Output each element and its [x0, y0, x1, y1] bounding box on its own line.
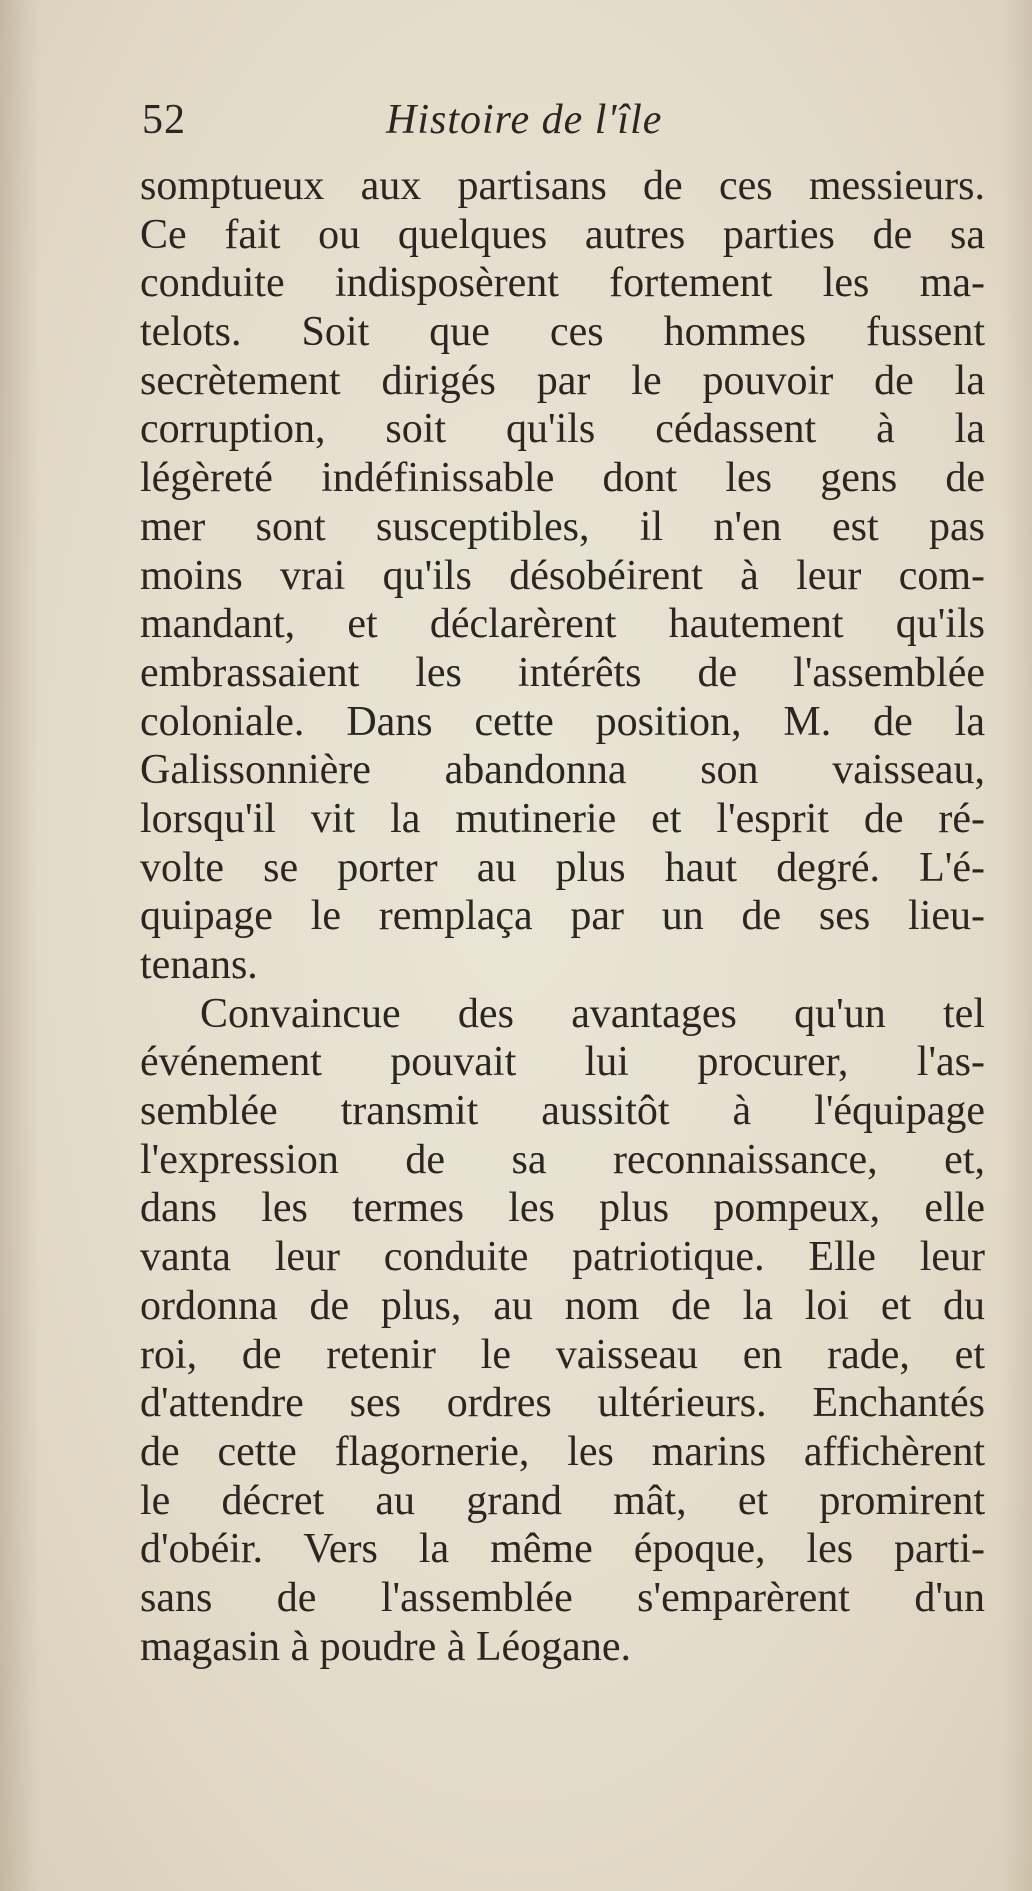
- text-line: quipage le remplaça par un de ses lieu-: [140, 893, 985, 940]
- text-line: vanta leur conduite patriotique. Elle leur: [140, 1234, 985, 1281]
- text-line: l'expression de sa reconnaissance, et,: [140, 1136, 985, 1183]
- text-line: légèreté indéfinissable dont les gens de: [140, 455, 985, 502]
- text-line: secrètement dirigés par le pouvoir de la: [140, 357, 985, 404]
- page-edge-shadow: [0, 0, 40, 1891]
- text-line: magasin à poudre à Léogane.: [140, 1623, 631, 1670]
- text-line: de cette flagornerie, les marins affichèrent: [140, 1428, 985, 1475]
- text-line: embrassaient les intérêts de l'assemblée: [140, 649, 985, 696]
- text-line: tenans.: [140, 942, 258, 988]
- page-edge-shadow-right: [1002, 0, 1032, 1891]
- running-title: Histoire de l'île: [386, 97, 663, 143]
- text-line: telots. Soit que ces hommes fussent: [140, 309, 985, 356]
- text-line: Galissonnière abandonna son vaisseau,: [140, 747, 985, 794]
- text-line: mer sont susceptibles, il n'en est pas: [140, 503, 985, 550]
- text-line: volte se porter au plus haut degré. L'é-: [140, 844, 985, 891]
- text-line: semblée transmit aussitôt à l'équipage: [140, 1088, 985, 1135]
- text-line: corruption, soit qu'ils cédassent à la: [140, 406, 985, 453]
- page-header: [142, 96, 992, 146]
- text-line: ordonna de plus, au nom de la loi et du: [140, 1282, 985, 1329]
- text-line: Ce fait ou quelques autres parties de sa: [140, 211, 985, 258]
- text-line: lorsqu'il vit la mutinerie et l'esprit de ré-: [140, 795, 985, 842]
- text-line: roi, de retenir le vaisseau en rade, et: [140, 1331, 985, 1378]
- text-line: le décret au grand mât, et promirent: [140, 1477, 985, 1524]
- text-line: événement pouvait lui procurer, l'as-: [140, 1039, 985, 1086]
- text-line: sans de l'assemblée s'emparèrent d'un: [140, 1574, 985, 1621]
- text-line: Convaincue des avantages qu'un tel: [200, 990, 985, 1037]
- text-line: somptueux aux partisans de ces messieurs.: [140, 163, 985, 209]
- text-line: conduite indisposèrent fortement les ma-: [140, 260, 985, 307]
- page-number: 52: [142, 97, 186, 143]
- text-line: d'attendre ses ordres ultérieurs. Enchantés: [140, 1380, 985, 1427]
- text-line: dans les termes les plus pompeux, elle: [140, 1185, 985, 1232]
- text-line: coloniale. Dans cette position, M. de la: [140, 698, 985, 745]
- text-line: mandant, et déclarèrent hautement qu'ils: [140, 601, 985, 648]
- text-line: moins vrai qu'ils désobéirent à leur com-: [140, 552, 985, 599]
- text-line: d'obéir. Vers la même époque, les parti-: [140, 1526, 985, 1573]
- body-text: [140, 162, 985, 1671]
